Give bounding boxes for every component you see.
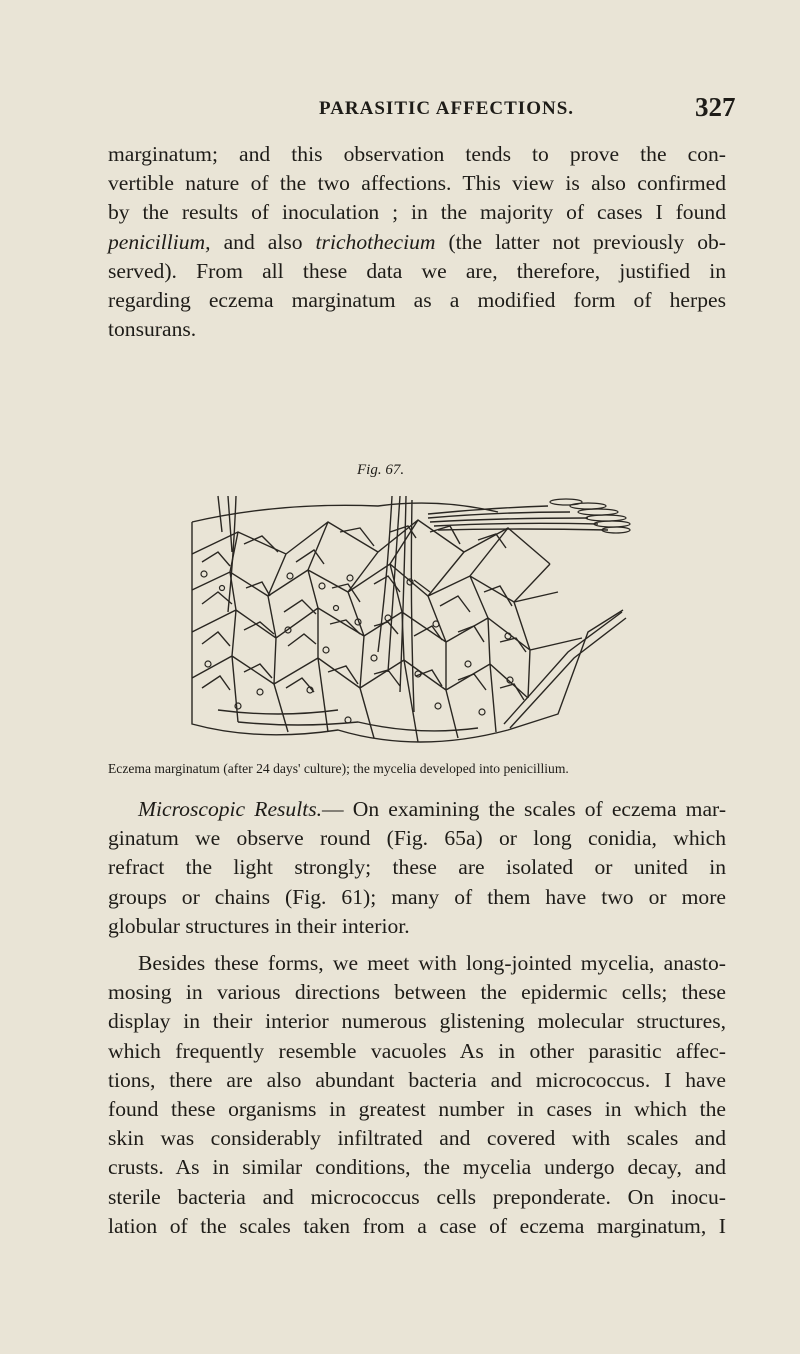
text-line: globular structures in their interior. (108, 913, 410, 938)
italic-term: penicillium, (108, 229, 211, 254)
text-line: display in their interior numerous glistening molecular structures, (108, 1009, 726, 1034)
text-line (108, 795, 726, 824)
text-line (108, 228, 726, 257)
text-line: tions, there are also abundant bacteria and micrococcus. I have (108, 1067, 726, 1092)
mycelia-drawing (178, 492, 648, 754)
text-line: marginatum; and this observation tends to prove the con- (108, 142, 726, 166)
figure-caption: Eczema marginatum (after 24 days' culture); the mycelia developed into penicillium. (108, 761, 569, 776)
text-line: by the results of inoculation ; in the majority of cases I found (108, 200, 726, 225)
text-span: — On examining the scales of eczema mar- (322, 797, 727, 821)
text-line: vertible nature of the two affections. This view is also confirmed (108, 171, 726, 196)
text-line: served). From all these data we are, therefore, justified in (108, 258, 726, 283)
paragraph-microscopic-results (108, 795, 726, 941)
text-span: (the latter not previously ob- (435, 229, 726, 254)
text-line: sterile bacteria and micrococcus cells preponderate. On inocu- (108, 1184, 726, 1209)
page-number: 327 (695, 92, 736, 122)
mycelium-fan (428, 506, 608, 530)
paragraph-intro (108, 140, 726, 344)
cell-network (192, 520, 582, 742)
cell-nuclei (201, 571, 513, 723)
figure-label: Fig. 67. (357, 462, 405, 478)
conidia-chain (550, 499, 630, 533)
text-line: regarding eczema marginatum as a modified form of herpes (108, 288, 726, 313)
mycelium-strand (218, 496, 414, 712)
section-heading: Microscopic Results. (138, 797, 323, 821)
text-line: crusts. As in similar conditions, the mycelia undergo decay, and (108, 1155, 726, 1180)
italic-term: trichothecium (315, 229, 436, 254)
text-line: ginatum we observe round (Fig. 65a) or long conidia, which (108, 826, 726, 851)
tissue-outline (192, 522, 623, 742)
figure-illustration (178, 492, 648, 754)
text-line: Besides these forms, we meet with long-jointed mycelia, anasto- (138, 951, 726, 975)
text-line: refract the light strongly; these are isolated or united in (108, 855, 726, 880)
running-title: PARASITIC AFFECTIONS. (319, 98, 575, 119)
running-head (0, 92, 800, 124)
paragraph-mycelia (108, 949, 726, 1241)
text-line: skin was considerably infiltrated and covered with scales and (108, 1126, 726, 1151)
text-line: groups or chains (Fig. 61); many of them have two or more (108, 884, 726, 909)
text-line: mosing in various directions between the epidermic cells; these (108, 980, 726, 1005)
text-line: which frequently resemble vacuoles As in other parasitic affec- (108, 1038, 726, 1063)
text-line: lation of the scales taken from a case of eczema marginatum, I (108, 1213, 726, 1238)
text-span: and also (210, 229, 316, 254)
text-line: found these organisms in greatest number in cases in which the (108, 1097, 726, 1122)
text-line: tonsurans. (108, 317, 197, 342)
